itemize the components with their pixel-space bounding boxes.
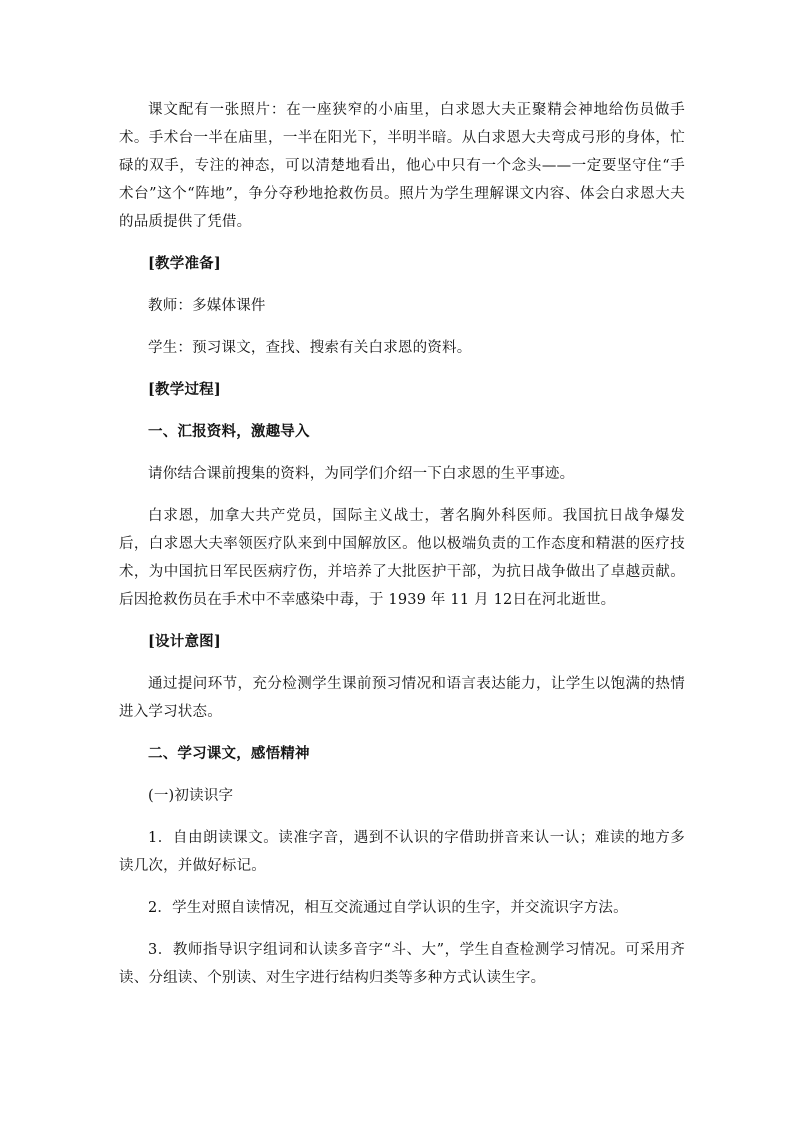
student-preparation: 学生：预习课文，查找、搜索有关白求恩的资料。 (148, 340, 472, 356)
teaching-process-heading: [教学过程] (148, 381, 221, 398)
step-three: 3．教师指导识字组词和认读多音字“斗、大”，学生自查检测学习情况。可采用齐读、分组读、个别读、对生字进行结构归类等多种方式认读生字。 (119, 942, 685, 986)
bethune-biography: 白求恩，加拿大共产党员，国际主义战士，著名胸外科医师。我国抗日战争爆发后，白求恩大夫率领医疗队来到中国解放区。他以极端负责的工作态度和精湛的医疗技术，为中国抗日军民医病疗伤，并培养了大批医护干部，为抗日战争做出了卓越贡献。后因抢救伤员在手术中不幸感染中毒，于 1939 年 11 月 12日在河北逝世。 (119, 508, 685, 608)
step-one: 1．自由朗读课文。读准字音，遇到不认识的字借助拼音来认一认；难读的地方多读几次，并做好标记。 (119, 830, 685, 874)
design-intent-text: 通过提问环节，充分检测学生课前预习情况和语言表达能力，让学生以饱满的热情进入学习状态。 (119, 676, 685, 720)
section-one-prompt: 请你结合课前搜集的资料，为同学们介绍一下白求恩的生平事迹。 (148, 466, 575, 482)
document-body (119, 96, 685, 1006)
teaching-preparation-heading: [教学准备] (148, 255, 221, 272)
section-one-heading: 一、汇报资料，激趣导入 (148, 423, 310, 440)
design-intent-heading: [设计意图] (148, 633, 221, 650)
section-two-heading: 二、学习课文，感悟精神 (148, 745, 310, 762)
subsection-one-heading: (一)初读识字 (148, 788, 234, 804)
teacher-preparation: 教师：多媒体课件 (148, 298, 266, 314)
intro-paragraph: 课文配有一张照片：在一座狭窄的小庙里，白求恩大夫正聚精会神地给伤员做手术。手术台一半在庙里，一半在阳光下，半明半暗。从白求恩大夫弯成弓形的身体，忙碌的双手，专注的神态，可以清楚地看出，他心中只有一个念头——一定要坚守住“手术台”这个“阵地”，争分夺秒地抢救伤员。照片为学生理解课文内容、体会白求恩大夫的品质提供了凭借。 (119, 102, 685, 230)
step-two: 2．学生对照自读情况，相互交流通过自学认识的生字，并交流识字方法。 (148, 900, 628, 916)
